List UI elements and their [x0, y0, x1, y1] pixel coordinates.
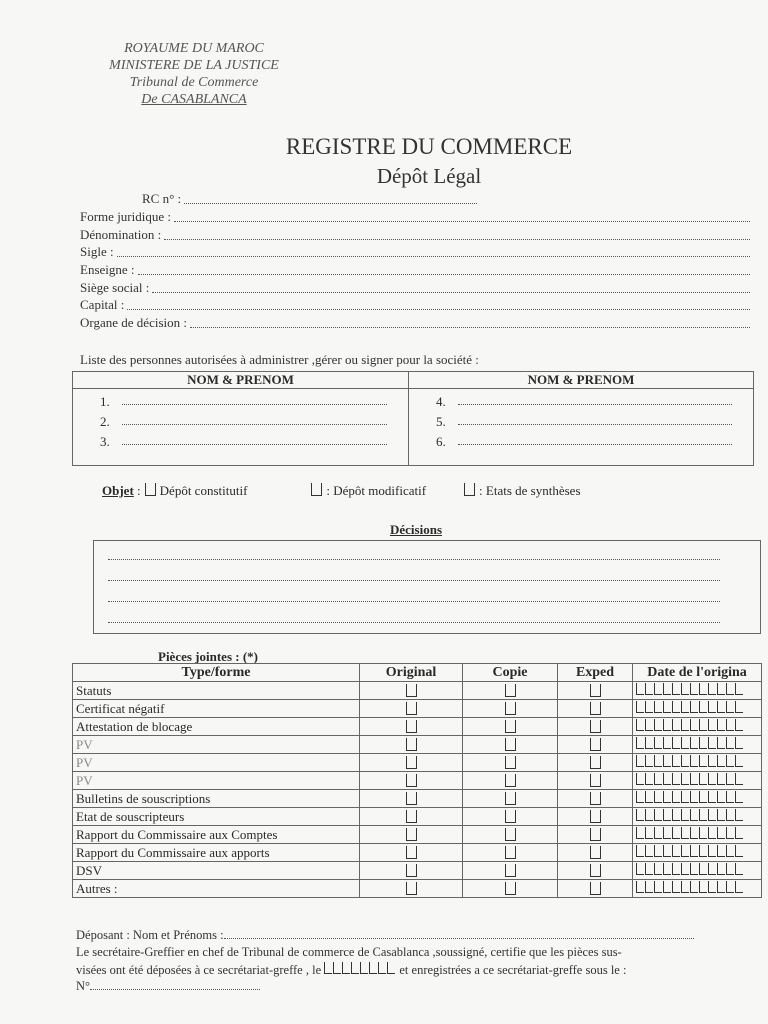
piece-type: Rapport du Commissaire aux Comptes — [73, 826, 360, 844]
table-row — [73, 736, 762, 754]
table-row — [73, 826, 762, 844]
checkbox-original[interactable] — [406, 774, 417, 787]
checkbox-exped[interactable] — [590, 684, 601, 697]
checkbox-copie[interactable] — [505, 810, 516, 823]
footer-number[interactable]: N° — [76, 979, 260, 994]
pieces-title: Pièces jointes : (*) — [158, 649, 258, 664]
checkbox-copie[interactable] — [505, 756, 516, 769]
checkbox-original[interactable] — [406, 846, 417, 859]
objet-option-1: Dépôt constitutif — [159, 483, 248, 498]
persons-col-right: NOM & PRENOM — [409, 372, 754, 389]
date-boxes[interactable] — [633, 862, 762, 880]
checkbox-original[interactable] — [406, 882, 417, 895]
date-boxes[interactable] — [633, 844, 762, 862]
checkbox-copie[interactable] — [505, 684, 516, 697]
checkbox-original[interactable] — [406, 810, 417, 823]
persons-table — [72, 371, 754, 466]
checkbox-exped[interactable] — [590, 756, 601, 769]
field-rc[interactable] — [142, 191, 477, 209]
checkbox-original[interactable] — [406, 720, 417, 733]
objet-option-2: : Dépôt modificatif — [326, 483, 427, 498]
checkbox-exped[interactable] — [590, 702, 601, 715]
piece-type: Autres : — [73, 880, 360, 898]
col-copie: Copie — [463, 664, 558, 682]
table-row — [73, 808, 762, 826]
objet-option-3: : Etats de synthèses — [479, 483, 581, 498]
checkbox-exped[interactable] — [590, 774, 601, 787]
table-row — [73, 772, 762, 790]
table-row — [73, 700, 762, 718]
piece-type: Statuts — [73, 682, 360, 700]
field-sigle-label: Sigle : — [80, 244, 114, 259]
person-row[interactable]: 5. — [410, 410, 752, 430]
decisions-title: Décisions — [390, 522, 442, 537]
objet-label: Objet — [102, 483, 134, 498]
checkbox-exped[interactable] — [590, 846, 601, 859]
pieces-table — [72, 663, 762, 898]
table-row — [73, 880, 762, 898]
footer-date-boxes[interactable] — [324, 963, 399, 977]
checkbox-copie[interactable] — [505, 702, 516, 715]
col-type: Type/forme — [73, 664, 360, 682]
piece-type: PV — [73, 772, 360, 790]
persons-left-cell — [73, 389, 409, 466]
date-boxes[interactable] — [633, 700, 762, 718]
checkbox-exped[interactable] — [590, 882, 601, 895]
date-boxes[interactable] — [633, 772, 762, 790]
field-capital-label: Capital : — [80, 297, 125, 312]
piece-type: PV — [73, 754, 360, 772]
date-boxes[interactable] — [633, 790, 762, 808]
checkbox-exped[interactable] — [590, 864, 601, 877]
checkbox-copie[interactable] — [505, 738, 516, 751]
field-sigle[interactable] — [80, 244, 750, 262]
person-row[interactable]: 1. — [74, 390, 407, 410]
footer-certification: Le secrétaire-Greffier en chef de Tribunal de commerce de Casablanca ,soussigné, certifie que les pièces sus- — [76, 945, 622, 959]
field-organe-label: Organe de décision : — [80, 315, 187, 330]
header-city: De CASABLANCA — [141, 92, 247, 107]
checkbox-copie[interactable] — [505, 846, 516, 859]
checkbox-copie[interactable] — [505, 882, 516, 895]
header-kingdom: ROYAUME DU MAROC — [124, 41, 264, 56]
checkbox-original[interactable] — [406, 792, 417, 805]
persons-intro: Liste des personnes autorisées à administrer ,gérer ou signer pour la société : — [80, 352, 479, 367]
piece-type: Certificat négatif — [73, 700, 360, 718]
col-exped: Exped — [558, 664, 633, 682]
checkbox-exped[interactable] — [590, 738, 601, 751]
field-forme-label: Forme juridique : — [80, 209, 171, 224]
date-boxes[interactable] — [633, 754, 762, 772]
table-row — [73, 682, 762, 700]
checkbox-depot-constitutif[interactable] — [145, 483, 156, 496]
checkbox-copie[interactable] — [505, 720, 516, 733]
deposant-label: Déposant : Nom et Prénoms : — [76, 928, 224, 942]
date-boxes[interactable] — [633, 808, 762, 826]
page-title: REGISTRE DU COMMERCE — [285, 134, 573, 159]
piece-type: DSV — [73, 862, 360, 880]
date-boxes[interactable] — [633, 826, 762, 844]
date-boxes[interactable] — [633, 718, 762, 736]
checkbox-exped[interactable] — [590, 810, 601, 823]
persons-right-cell — [409, 389, 754, 466]
checkbox-copie[interactable] — [505, 864, 516, 877]
header-block — [84, 40, 304, 108]
date-boxes[interactable] — [633, 880, 762, 898]
field-denomination-label: Dénomination : — [80, 227, 162, 242]
field-enseigne-label: Enseigne : — [80, 262, 135, 277]
checkbox-original[interactable] — [406, 702, 417, 715]
checkbox-exped[interactable] — [590, 828, 601, 841]
table-row — [73, 844, 762, 862]
footer-deposant[interactable] — [76, 928, 694, 943]
persons-col-left: NOM & PRENOM — [73, 372, 409, 389]
field-enseigne[interactable] — [80, 262, 750, 280]
field-capital[interactable] — [80, 297, 750, 315]
checkbox-original[interactable] — [406, 828, 417, 841]
checkbox-exped[interactable] — [590, 792, 601, 805]
field-rc-label: RC n° : — [142, 191, 182, 206]
piece-type: Attestation de blocage — [73, 718, 360, 736]
checkbox-depot-modificatif[interactable] — [311, 483, 322, 496]
header-ministry: MINISTERE DE LA JUSTICE — [109, 58, 279, 73]
piece-type: Rapport du Commissaire aux apports — [73, 844, 360, 862]
checkbox-exped[interactable] — [590, 720, 601, 733]
piece-type: PV — [73, 736, 360, 754]
person-row[interactable]: 4. — [410, 390, 752, 410]
checkbox-original[interactable] — [406, 756, 417, 769]
decisions-box[interactable] — [93, 540, 761, 634]
field-denomination[interactable] — [80, 227, 750, 245]
checkbox-copie[interactable] — [505, 792, 516, 805]
checkbox-etats-syntheses[interactable] — [464, 483, 475, 496]
header-tribunal: Tribunal de Commerce — [129, 75, 259, 90]
table-row — [73, 790, 762, 808]
checkbox-original[interactable] — [406, 738, 417, 751]
page-subtitle: Dépôt Légal — [376, 164, 482, 188]
field-siege-label: Siège social : — [80, 280, 150, 295]
objet-row: Objet : Dépôt constitutif : Dépôt modificatif : Etats de synthèses — [102, 483, 581, 498]
field-forme-juridique[interactable] — [80, 209, 750, 227]
field-siege-social[interactable] — [80, 280, 750, 298]
table-row — [73, 754, 762, 772]
person-row[interactable]: 3. — [74, 430, 407, 450]
table-row — [73, 862, 762, 880]
checkbox-copie[interactable] — [505, 774, 516, 787]
table-row — [73, 718, 762, 736]
date-boxes[interactable] — [633, 736, 762, 754]
footer-date-line: visées ont été déposées à ce secrétariat-greffe , le et enregistrées a ce secrétariat-greffe sous le : — [76, 963, 627, 977]
piece-type: Etat de souscripteurs — [73, 808, 360, 826]
col-original: Original — [360, 664, 463, 682]
col-date: Date de l'origina — [633, 664, 762, 682]
person-row[interactable]: 6. — [410, 430, 752, 450]
date-boxes[interactable] — [633, 682, 762, 700]
piece-type: Bulletins de souscriptions — [73, 790, 360, 808]
checkbox-original[interactable] — [406, 864, 417, 877]
checkbox-copie[interactable] — [505, 828, 516, 841]
checkbox-original[interactable] — [406, 684, 417, 697]
person-row[interactable]: 2. — [74, 410, 407, 430]
field-organe[interactable] — [80, 315, 750, 333]
